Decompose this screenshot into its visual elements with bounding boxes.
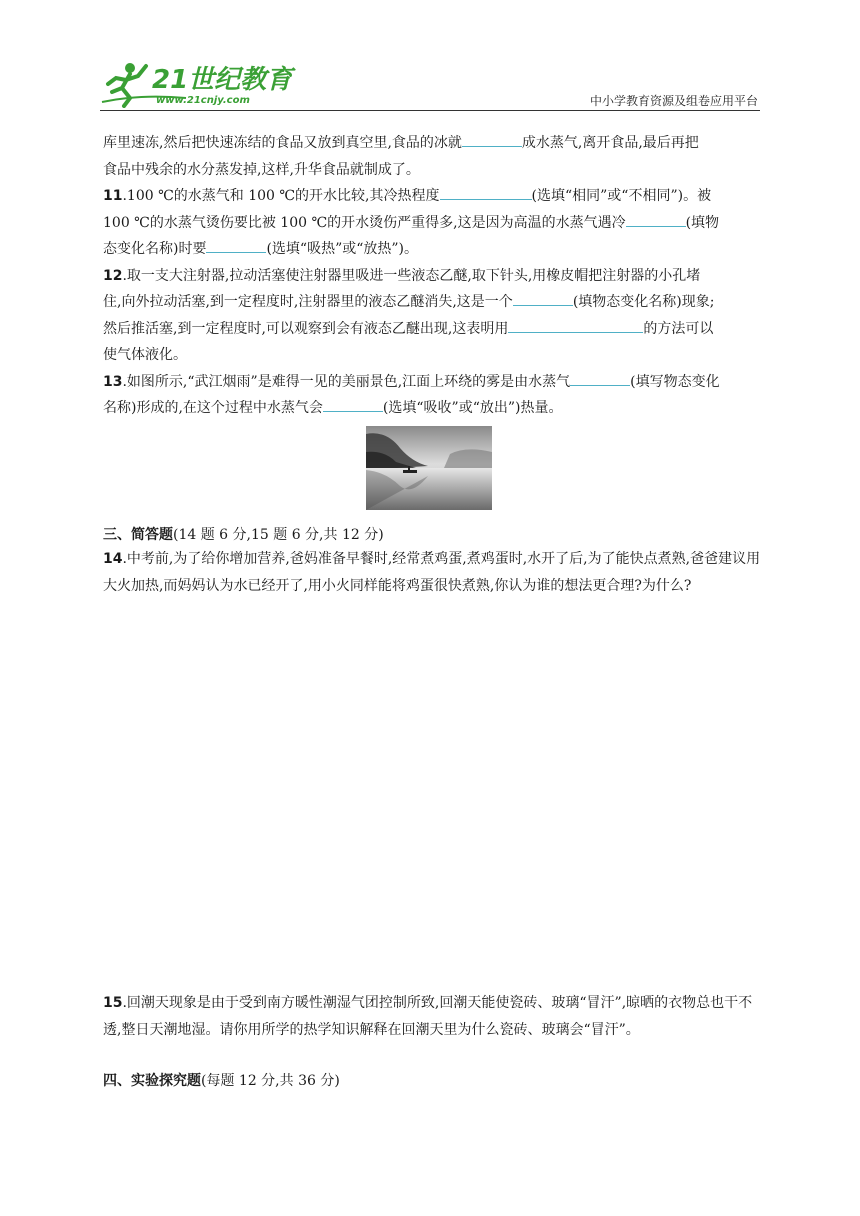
header-rule [100,110,760,111]
q10-blank[interactable] [462,132,522,147]
q12 [103,263,763,369]
q13-text-2: (填写物态变化 [630,373,720,390]
q13-blank-2[interactable] [323,397,383,412]
q12-text-6: 使气体液化。 [103,347,187,363]
q11-text-3: 100 ℃的水蒸气烫伤要比被 100 ℃的开水烫伤严重得多,这是因为高温的水蒸气遇冷 [103,214,626,231]
q12-text-5: 的方法可以 [643,320,714,337]
q11-blank-2[interactable] [626,212,686,227]
section-3-note: (14 题 6 分,15 题 6 分,共 12 分) [173,527,384,543]
q10-tail [103,130,763,183]
q11-blank-1[interactable] [440,185,532,200]
platform-name: 中小学教育资源及组卷应用平台 [589,94,758,108]
q15-number: 15 [103,995,123,1011]
q13-text-1: .如图所示,“武江烟雨”是难得一见的美丽景色,江面上环绕的雾是由水蒸气 [122,373,571,390]
q10-text-c: 食品中残余的水分蒸发掉,这样,升华食品就制成了。 [103,161,420,178]
q12-blank-1[interactable] [513,291,573,306]
q12-text-4: 然后推活塞,到一定程度时,可以观察到会有液态乙醚出现,这表明用 [103,320,509,337]
svg-text:www.21cnjy.com: www.21cnjy.com [156,95,250,106]
q12-number: 12 [103,267,123,284]
q12-text-3: (填物态变化名称)现象; [572,294,715,310]
q13-number: 13 [103,373,123,390]
section-4-note: (每题 12 分,共 36 分) [201,1073,340,1089]
section-4-heading [103,1070,340,1090]
questions-block [103,130,763,422]
q11 [103,183,763,263]
q11-number: 11 [103,188,123,204]
q12-text-2: 住,向外拉动活塞,到一定程度时,注射器里的液态乙醚消失,这是一个 [103,294,513,310]
q11-blank-3[interactable] [206,238,266,253]
q14-number: 14 [103,551,123,567]
section-3-heading [103,524,384,544]
site-logo [100,58,360,108]
q13-text-3: 名称)形成的,在这个过程中水蒸气会 [103,400,323,416]
q11-text-2: (选填“相同”或“不相同”)。被 [531,188,712,204]
q15-text: .回潮天现象是由于受到南方暖性潮湿气团控制所致,回潮天能使瓷砖、玻璃“冒汗”,晾晒的衣物总也干不透,整日天潮地湿。请你用所学的热学知识解释在回潮天里为什么瓷砖、玻璃会“冒汗”。 [103,995,753,1038]
foggy-river-image [366,426,492,510]
q11-text-5: 态变化名称)时要 [103,241,207,257]
q13-blank-1[interactable] [570,371,630,386]
q12-blank-2[interactable] [508,318,643,333]
svg-text:21世纪教育: 21世纪教育 [152,65,293,95]
q11-text-4: (填物 [685,214,720,231]
q14 [103,546,763,599]
q13 [103,369,763,422]
section-3-title: 三、简答题 [103,527,173,543]
q15 [103,990,763,1043]
section-4-title: 四、实验探究题 [103,1073,201,1089]
q11-text-1: .100 ℃的水蒸气和 100 ℃的开水比较,其冷热程度 [122,188,440,204]
q14-text: .中考前,为了给你增加营养,爸妈准备早餐时,经常煮鸡蛋,煮鸡蛋时,水开了后,为了能快点煮熟,爸爸建议用大火加热,而妈妈认为水已经开了,用小火同样能将鸡蛋很快煮熟,你认为谁的想法更合理?为什么? [103,551,761,594]
q12-text-1: .取一支大注射器,拉动活塞使注射器里吸进一些液态乙醚,取下针头,用橡皮帽把注射器的小孔堵 [122,267,701,284]
q10-text-b: 成水蒸气,离开食品,最后再把 [521,135,699,151]
q13-text-4: (选填“吸收”或“放出”)热量。 [382,400,563,416]
q11-text-6: (选填“吸热”或“放热”)。 [266,241,419,257]
page-header [100,58,760,112]
q10-text-a: 库里速冻,然后把快速冻结的食品又放到真空里,食品的冰就 [103,135,462,151]
